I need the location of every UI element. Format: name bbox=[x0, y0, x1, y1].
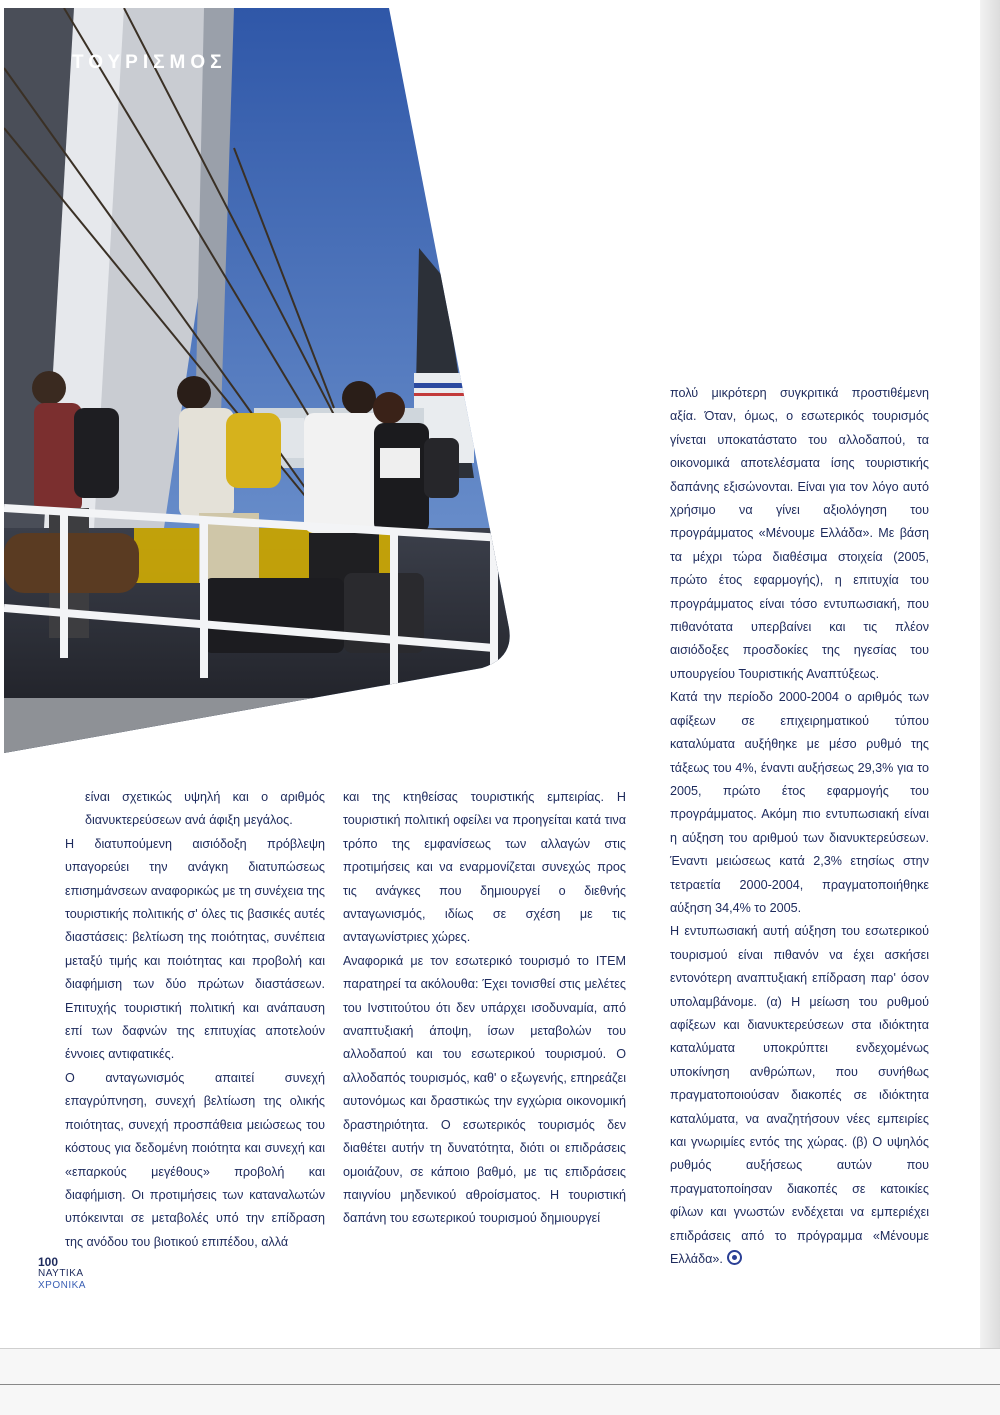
paragraph: Κατά την περίοδο 2000-2004 ο αριθμός των αφίξεων σε επιχειρηματικού τύπου καταλύματα αυξήθηκε με μέσο ρυθμό της τάξεως του 4%, έναντι αυξήσεως 29,3% για το 2005, πρώτο έτος εφαρμογής του προγράμματος. Ακόμη πιο εντυπωσιακή είναι η αύξηση του αριθμού των διανυκτερεύσεων. Έναντι μειώσεως κατά 2,3% ετησίως στην τετραετία 2000-2004, πραγματοποιήθηκε αύξηση 34,4% το 2005. bbox=[670, 690, 929, 915]
scan-edge-right bbox=[980, 0, 1000, 1414]
text-column-3 bbox=[670, 382, 929, 1271]
ferry-boarding-photo bbox=[4, 8, 514, 753]
paragraph: είναι σχετικώς υψηλή και ο αριθμός διανυκτερεύσεων ανά άφιξη μεγάλος. bbox=[85, 790, 325, 828]
paragraph bbox=[670, 920, 929, 1271]
text-column-2 bbox=[343, 786, 626, 1231]
paragraph: Ο ανταγωνισμός απαιτεί συνεχή επαγρύπνηση, συνεχή βελτίωση της ολικής ποιότητας, συνεχή προσπάθεια μειώσεως του κόστους για δεδομένη ποιότητα και συνεχή και «επαρκούς μεγέθους» προβολή και διαφήμιση. Οι προτιμήσεις των καταναλωτών υπόκεινται σε μεταβολές υπό την επίδραση της ανόδου του βιοτικού επιπέδου, αλλά bbox=[65, 1070, 325, 1249]
paragraph: πολύ μικρότερη συγκριτικά προστιθέμενη αξία. Όταν, όμως, ο εσωτερικός τουρισμός γίνεται υποκατάστατο του αλλοδαπού, τα οικονομικά αποτελέσματα ίσης τουριστικής δαπάνης εξισώνονται. Είναι για τον λόγο αυτό χρήσιμο να γίνει αξιολόγηση του προγράμματος «Μένουμε Ελλάδα». Με βάση τα μέχρι τώρα διαθέσιμα στοιχεία (2005, πρώτο έτος εφαρμογής), η επιτυχία του προγράμματος είναι τόσο εντυπωσιακή, που πιθανότατα υπερβαίνει και τις πλέον αισιόδοξες προσδοκίες της ηγεσίας του υπουργείου Τουριστικής Αναπτύξεως. bbox=[670, 386, 929, 681]
paragraph-text: Η εντυπωσιακή αυτή αύξηση του εσωτερικού τουρισμού είναι πιθανόν να έχει ασκήσει εντονότερη αναπτυξιακή επίδραση παρ' όσον υπολαμβάνομε. (α) Η μείωση του ρυθμού αφίξεων και διανυκτερεύσεων στα ιδιόκτητα καταλύματα υποκρύπτει ενδεχομένως υποκίνηση ανθρώπων, που συνήθως πραγματοποιούσαν διακοπές σε ιδιόκτητα καταλύματα, να αναζητήσουν νέες εμπειρίες και γνωριμίες εντός της χώρας. (β) Ο υψηλός ρυθμός αυξήσεως αυτών που πραγματοποίησαν διακοπές σε κατοικίες φίλων και γνωστών ενδέχεται να εμπεριέχει επιδράσεις από το πρόγραμμα «Μένουμε Ελλάδα». bbox=[670, 924, 929, 1267]
page-number: 100 bbox=[38, 1255, 59, 1269]
page-folio bbox=[38, 1256, 86, 1292]
paragraph: Αναφορικά με τον εσωτερικό τουρισμό το ΙΤΕΜ παρατηρεί τα ακόλουθα: Έχει τονισθεί στις μελέτες του Ινστιτούτου ότι δεν υπάρχει ισοδυναμία, από αναπτυξιακή άποψη, ίσων μεταβολών του αλλοδαπού και του εσωτερικού τουρισμού. Ο αλλοδαπός τουρισμός, καθ' ο εξωγενής, επηρεάζει αυτονόμως και δραστικώς την εγχώρια οικονομική δραστηριότητα. Ο εσωτερικός τουρισμός δεν διαθέτει αυτήν τη δυνατότητα, διότι οι επιδράσεις ομοιάζουν, σε κάποιο βαθμό, με τις επιδράσεις παιγνίου μηδενικού αθροίσματος. Η τουριστική δαπάνη του εσωτερικού τουρισμού δημιουργεί bbox=[343, 953, 626, 1226]
text-column-1 bbox=[65, 786, 325, 1254]
magazine-name-line1: ΝΑΥΤΙΚΑ bbox=[38, 1268, 84, 1279]
paragraph: και της κτηθείσας τουριστικής εμπειρίας. Η τουριστική πολιτική οφείλει να προηγείται κατά τινα τρόπο της εμφανίσεως των αλλαγών στις προτιμήσεις και να εναρμονίζεται συνεχώς προς τις ανάγκες που δημιουργεί ο διεθνής ανταγωνισμός, ιδίως σε σχέση με τις ανταγωνίστριες χώρες. bbox=[343, 790, 626, 945]
paragraph: Η διατυπούμενη αισιόδοξη πρόβλεψη υπαγορεύει την ανάγκη διατυπώσεως επισημάνσεων αναφορικώς με τη συνέχεια της τουριστικής πολιτικής σ' όλες τις βασικές αυτές διαστάσεις: βελτίωση της ποιότητας, συνέπεια μεταξύ τιμής και ποιότητας και προβολή και διαφήμιση των δύο πρώτων διαστάσεων. Επιτυχής τουριστική πολιτική και ανάπαυση επί των δαφνών της επιτυχίας αποτελούν έννοιες αντιφατικές. bbox=[65, 836, 325, 1062]
article-end-icon bbox=[727, 1250, 742, 1265]
scan-edge-bottom bbox=[0, 1348, 1000, 1415]
magazine-name-line2: ΧΡΟΝΙΚΑ bbox=[38, 1280, 86, 1291]
section-label: ΤΟΥΡΙΣΜΟΣ bbox=[72, 52, 227, 73]
scan-rule bbox=[0, 1384, 1000, 1385]
